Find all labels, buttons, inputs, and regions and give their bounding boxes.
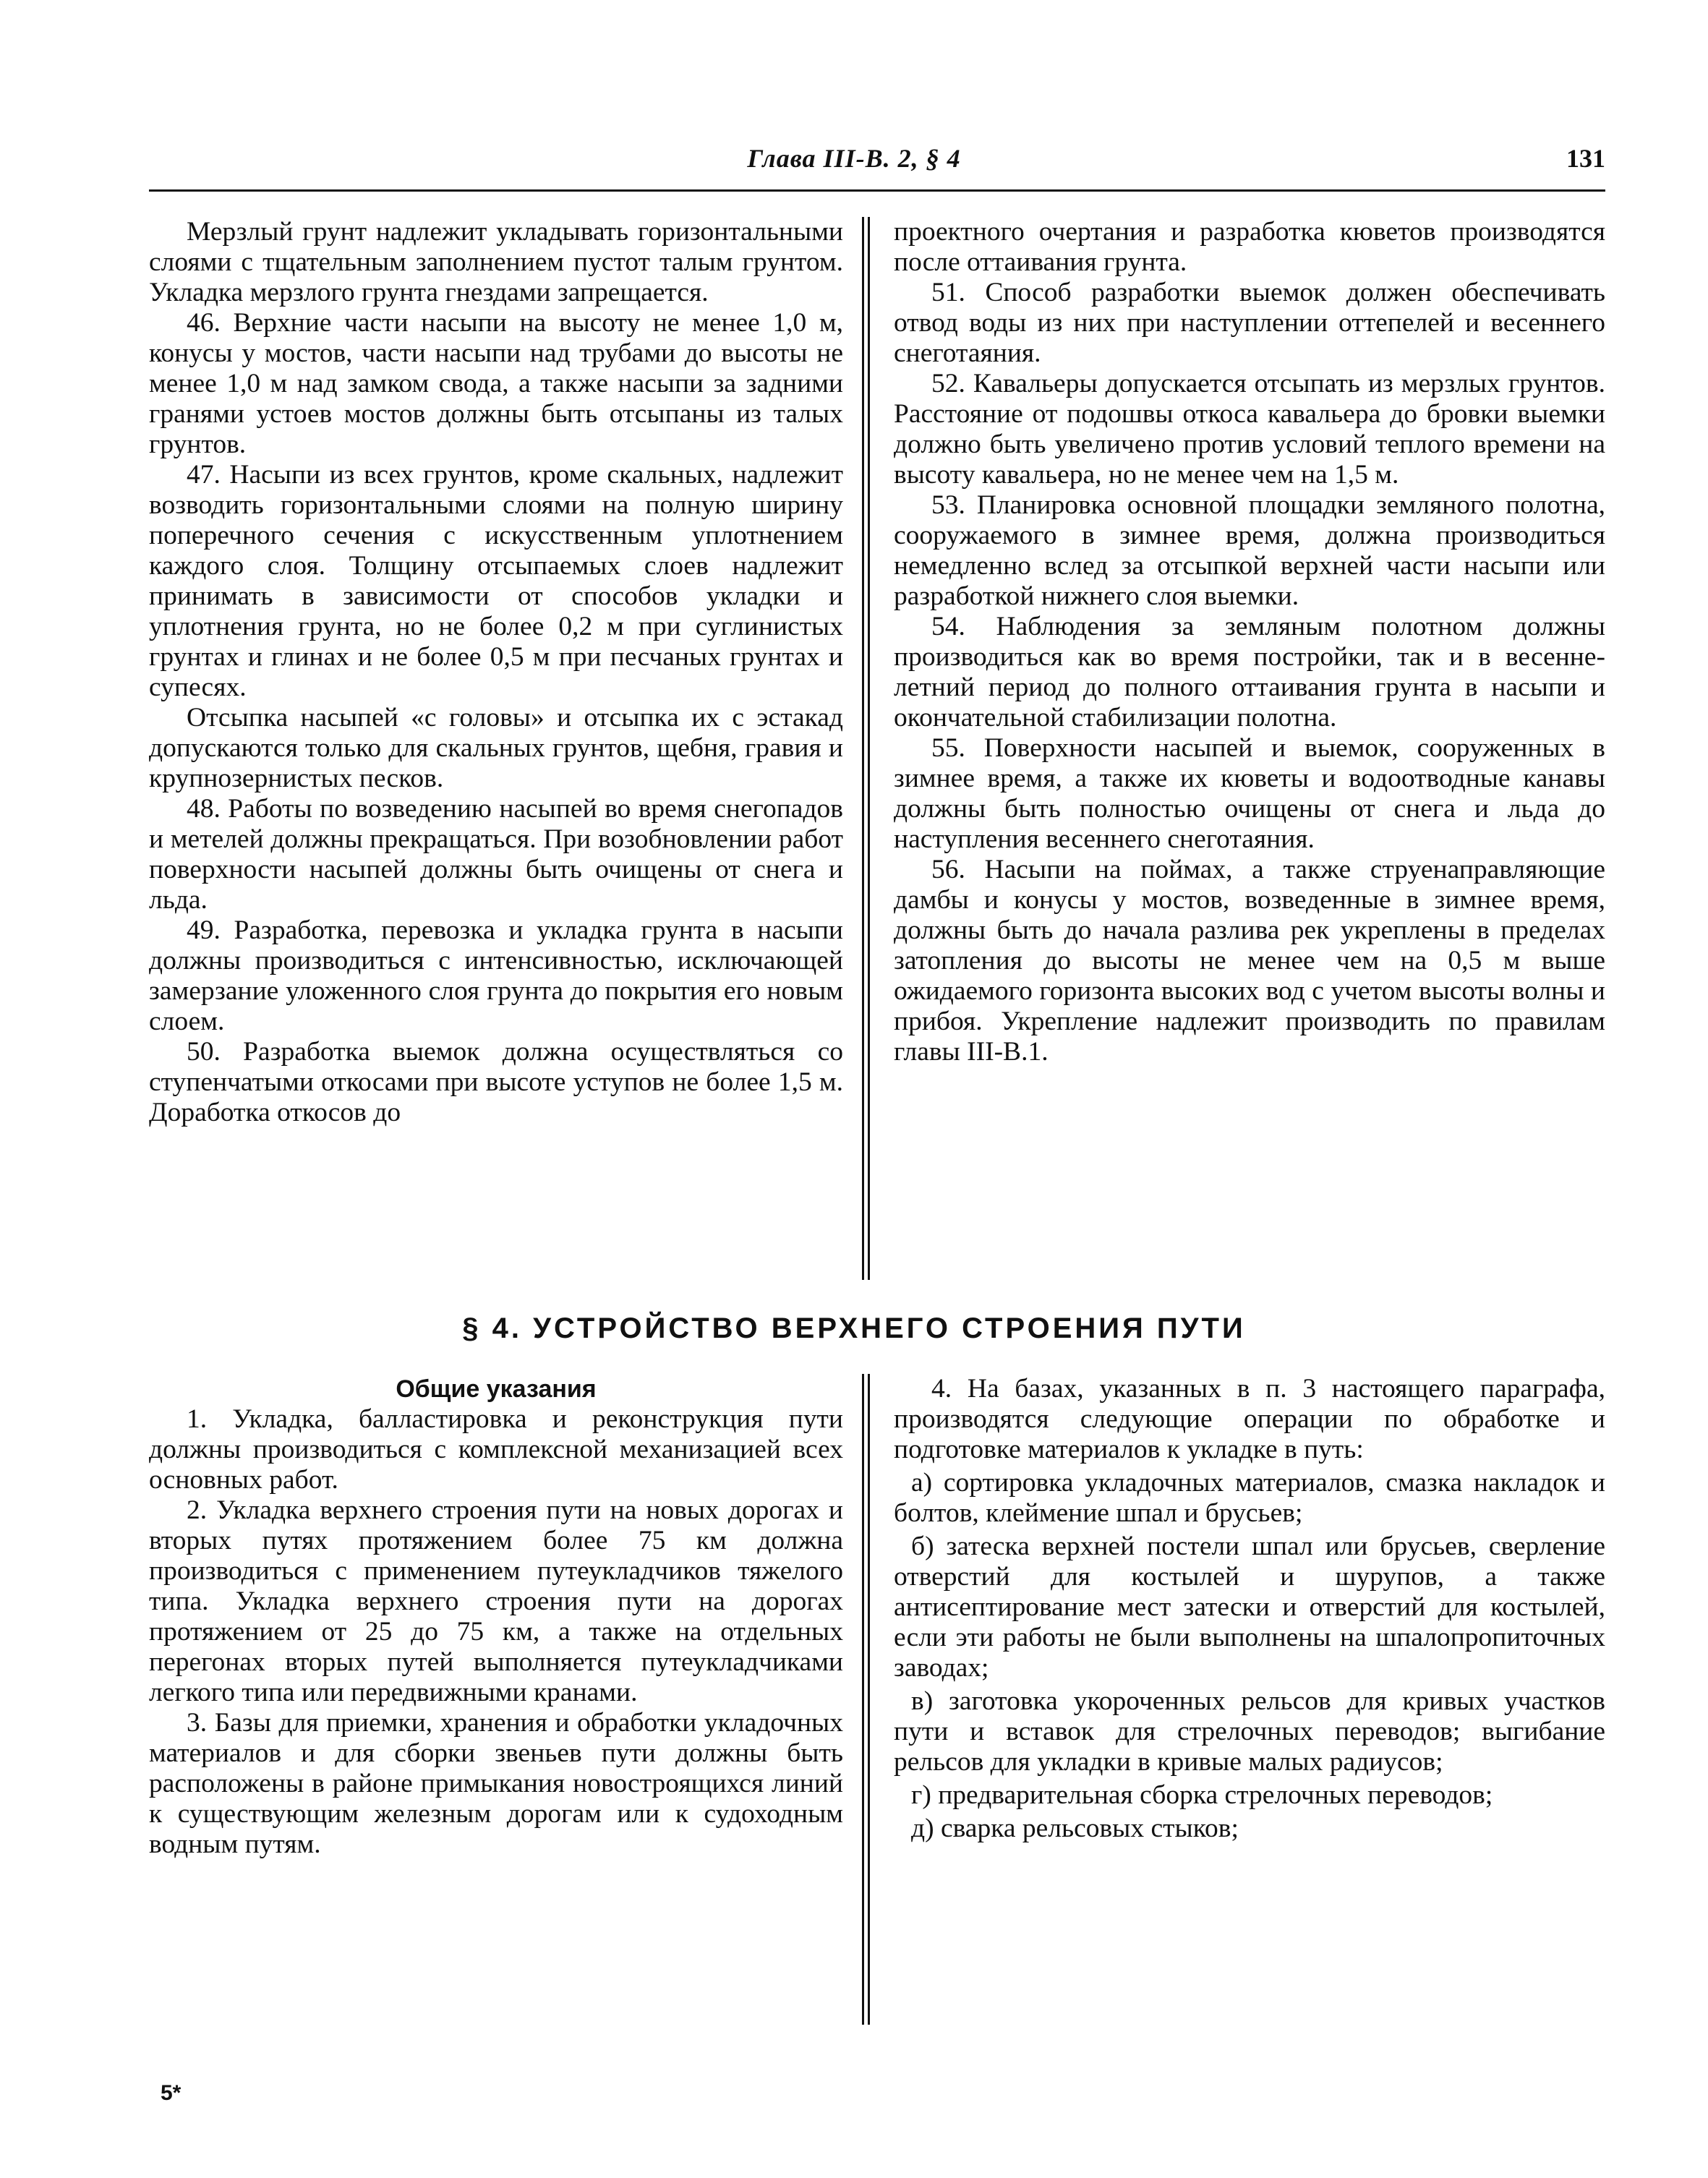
- bottom-left-column: [149, 1374, 843, 1860]
- paragraph-47: 47. Насыпи из всех грунтов, кроме скальных, надлежит возводить горизонтальными слоями на полную ширину поперечного сечения с искусственным уплотнением каждого слоя. Толщину отсыпаемых слоев надлежит принимать в зависимости от способов укладки и уплотнения грунта, но не более 0,2 м при суглинистых грунтах и глинах и не более 0,5 м при песчаных грунтах и супесях.: [149, 460, 843, 702]
- column-divider-top: [862, 217, 864, 1280]
- paragraph-4: 4. На базах, указанных в п. 3 настоящего параграфа, производятся следующие операции по обработке и подготовке материалов к укладке в путь:: [894, 1374, 1605, 1464]
- paragraph-50: 50. Разработка выемок должна осуществляться со ступенчатыми откосами при высоте уступов не более 1,5 м. Доработка откосов до: [149, 1037, 843, 1127]
- paragraph-1: 1. Укладка, балластировка и реконструкция пути должны производиться с комплексной механизацией всех основных работ.: [149, 1404, 843, 1495]
- paragraph: Мерзлый грунт надлежит укладывать горизонтальными слоями с тщательным заполнением пустот талым грунтом. Укладка мерзлого грунта гнездами запрещается.: [149, 217, 843, 307]
- column-divider-bottom-2: [868, 1374, 870, 2025]
- paragraph: Отсыпка насыпей «с головы» и отсыпка их с эстакад допускаются только для скальных грунтов, щебня, гравия и крупнозернистых песков.: [149, 703, 843, 793]
- paragraph-2: 2. Укладка верхнего строения пути на новых дорогах и вторых путях протяжением более 75 км должна производиться с применением путеукладчиков тяжелого типа. Укладка верхнего строения пути на дорогах протяжением от 25 до 75 км, а также на отдельных перегонах вторых путей выполняется путеукладчиками легкого типа или передвижными кранами.: [149, 1495, 843, 1707]
- top-right-column: [894, 217, 1605, 1067]
- paragraph-53: 53. Планировка основной площадки земляного полотна, сооружаемого в зимнее время, должна производиться немедленно вслед за отсыпкой верхней части насыпи или разработкой нижнего слоя выемки.: [894, 490, 1605, 611]
- paragraph-3: 3. Базы для приемки, хранения и обработки укладочных материалов и для сборки звеньев пути должны быть расположены в районе примыкания новостроящихся линий к существующим железным дорогам или к судоходным водным путям.: [149, 1708, 843, 1859]
- subheading: Общие указания: [396, 1375, 597, 1403]
- paragraph-48: 48. Работы по возведению насыпей во время снегопадов и метелей должны прекращаться. При возобновлении работ поверхности насыпей должны быть очищены от снега и льда.: [149, 794, 843, 915]
- list-item-a: а) сортировка укладочных материалов, смазка накладок и болтов, клеймение шпал и брусьев;: [894, 1468, 1605, 1528]
- paragraph-56: 56. Насыпи на поймах, а также струенаправляющие дамбы и конусы у мостов, возведенные в зимнее время, должны быть до начала разлива рек укреплены в пределах затопления до высоты не менее чем на 0,5 м выше ожидаемого горизонта высоких вод с учетом высоты волны и прибоя. Укрепление надлежит производить по правилам главы III-В.1.: [894, 855, 1605, 1067]
- top-left-column: [149, 217, 843, 1128]
- column-divider-top-2: [868, 217, 870, 1280]
- chapter-title: Глава III-В. 2, § 4: [747, 144, 961, 173]
- column-divider-bottom: [862, 1374, 864, 2025]
- list-item-d: д) сварка рельсовых стыков;: [911, 1814, 1239, 1843]
- signature-mark: 5*: [161, 2081, 182, 2105]
- page-number: 131: [1566, 144, 1605, 173]
- paragraph-54: 54. Наблюдения за земляным полотном должны производиться как во время постройки, так и в весенне-летний период до полного оттаивания грунта в насыпи и окончательной стабилизации полотна.: [894, 612, 1605, 733]
- paragraph-51: 51. Способ разработки выемок должен обеспечивать отвод воды из них при наступлении оттепелей и весеннего снеготаяния.: [894, 278, 1605, 368]
- paragraph-continued: проектного очертания и разработка кюветов производятся после оттаивания грунта.: [894, 217, 1605, 277]
- list-item-b: б) затеска верхней постели шпал или брусьев, сверление отверстий для костылей и шурупов, а также антисептирование мест затески и отверстий для костылей, если эти работы не были выполнены на шпалопропиточных заводах;: [894, 1532, 1605, 1683]
- list-item-v: в) заготовка укороченных рельсов для кривых участков пути и вставок для стрелочных переводов; выгибание рельсов для укладки в кривые малых радиусов;: [894, 1686, 1605, 1777]
- paragraph-46: 46. Верхние части насыпи на высоту не менее 1,0 м, конусы у мостов, части насыпи над трубами до высоты не менее 1,0 м над замком свода, а также насыпи за задними гранями устоев мостов должны быть отсыпаны из талых грунтов.: [149, 308, 843, 459]
- list-item-g: г) предварительная сборка стрелочных переводов;: [911, 1780, 1493, 1810]
- header-rule: [149, 189, 1605, 192]
- section-title: § 4. УСТРОЙСТВО ВЕРХНЕГО СТРОЕНИЯ ПУТИ: [462, 1312, 1246, 1344]
- paragraph-52: 52. Кавальеры допускается отсыпать из мерзлых грунтов. Расстояние от подошвы откоса кавальера до бровки выемки должно быть увеличено против условий теплого времени на высоту кавальера, но не менее чем на 1,5 м.: [894, 369, 1605, 490]
- bottom-right-column: [894, 1374, 1605, 1844]
- paragraph-49: 49. Разработка, перевозка и укладка грунта в насыпи должны производиться с интенсивностью, исключающей замерзание уложенного слоя грунта до покрытия его новым слоем.: [149, 915, 843, 1036]
- paragraph-55: 55. Поверхности насыпей и выемок, сооруженных в зимнее время, а также их кюветы и водоотводные канавы должны быть полностью очищены от снега и льда до наступления весеннего снеготаяния.: [894, 733, 1605, 854]
